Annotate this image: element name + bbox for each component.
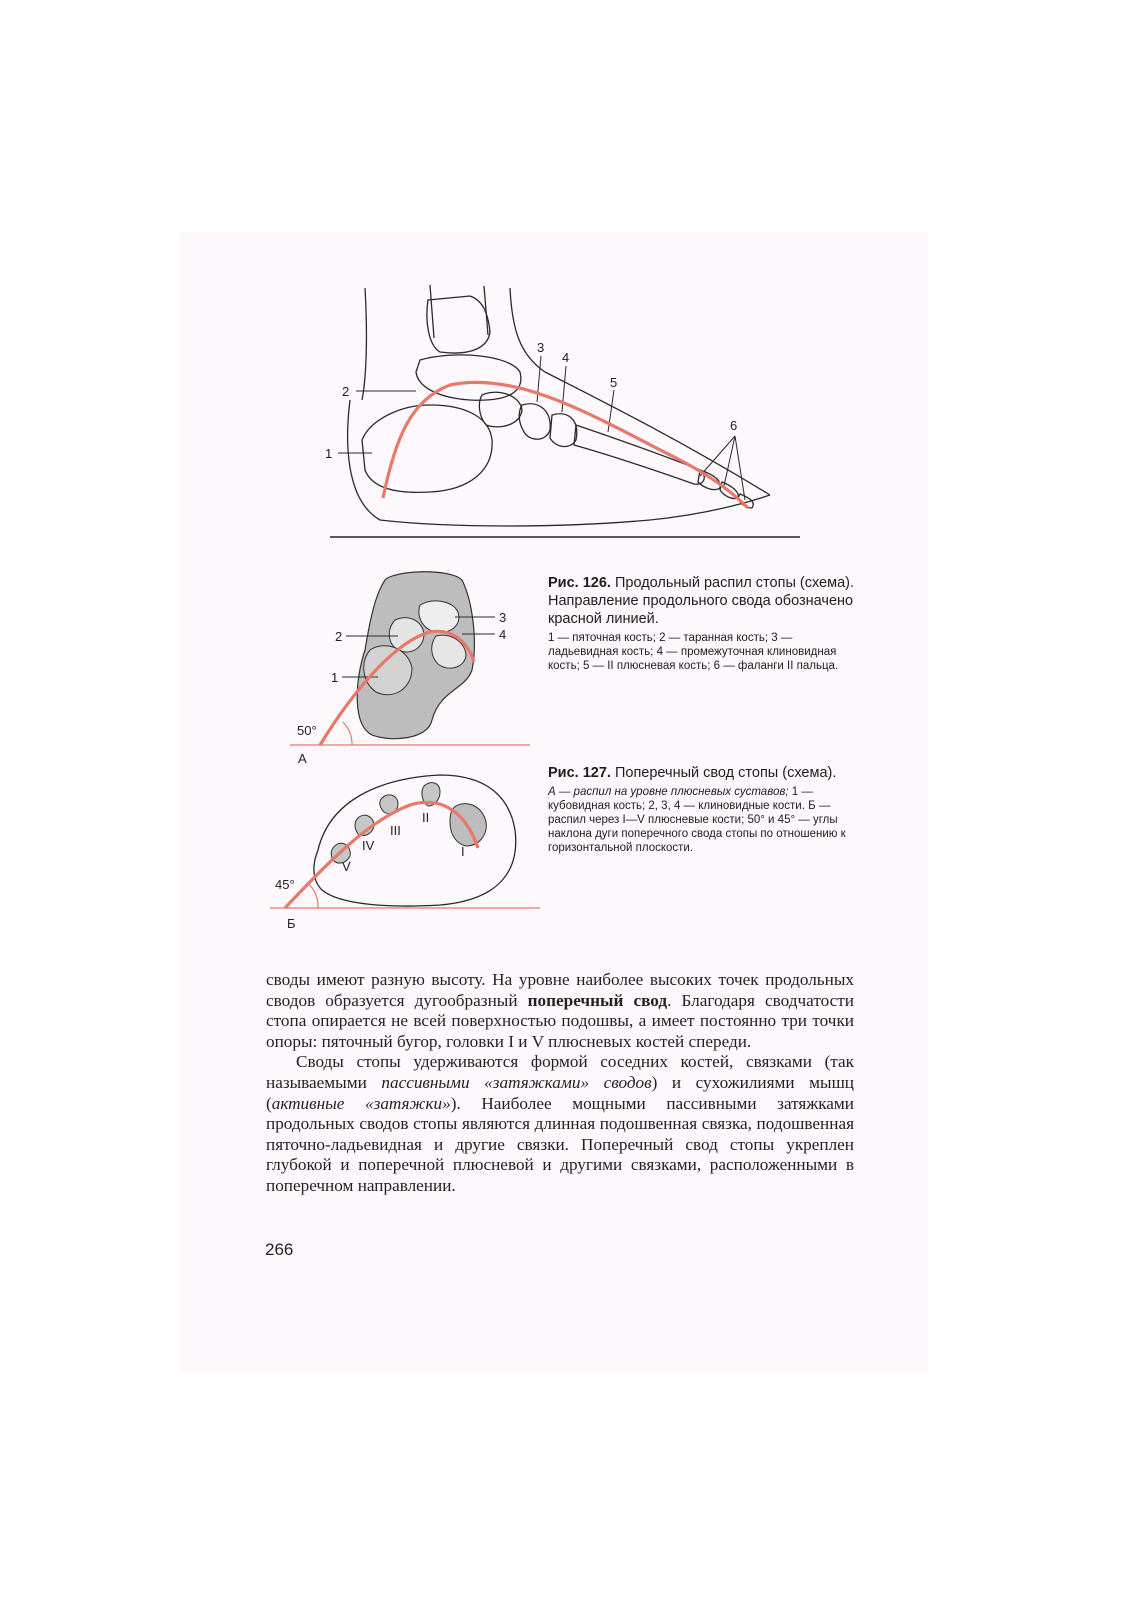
- fig127b-label-IV: IV: [362, 838, 375, 853]
- p2-italic-term-1: пассивными «затяжками» сводов: [381, 1072, 652, 1092]
- paragraph-1: [266, 970, 854, 1052]
- p2-part-a: Своды стопы удерживаются формой соседних костей, связками (так называемыми: [266, 1052, 854, 1092]
- fig127a-label-1: 1: [331, 670, 339, 685]
- figure-126-caption: [548, 574, 858, 673]
- fig127a-label-2: 2: [335, 629, 343, 644]
- fig127-legend-rest: 1 — кубовидная кость; 2, 3, 4 — клиновидные кости. Б — распил через I—V плюсневые кости; 50° и 45° — углы наклона дуги поперечного свода стопы по отношению к горизонтальной плоскости.: [548, 786, 846, 854]
- fig126-legend: 1 — пяточная кость; 2 — таранная кость; 3 — ладьевидная кость; 4 — промежуточная клиновидная кость; 5 — II плюсневая кость; 6 — фаланги II пальца.: [548, 632, 839, 672]
- fig127-legend: [548, 785, 858, 855]
- figure-127-caption: [548, 764, 858, 855]
- p1-part-b: . Благодаря сводчатости стопа опирается не всей поверхностью подошвы, а имеет постоянно три точки опоры: пяточный бугор, головки I и V плюсневых костей спереди.: [266, 990, 854, 1051]
- p2-italic-term-2: активные «затяжки»: [271, 1093, 451, 1113]
- p1-bold-term: поперечный свод: [527, 990, 668, 1010]
- p2-part-b: ) и сухожилиями мышц (: [266, 1072, 855, 1113]
- fig127a-label-3: 3: [499, 610, 507, 625]
- fig126-label-1: 1: [325, 446, 333, 461]
- page-number: 266: [265, 1240, 294, 1259]
- fig127b-label-III: III: [390, 823, 401, 838]
- fig126-label-2: 2: [342, 384, 350, 399]
- fig126-label-5: 5: [610, 375, 618, 390]
- fig127a-label-4: 4: [499, 627, 507, 642]
- fig127b-label-I: I: [461, 844, 465, 859]
- fig126-caption-text: Продольный распил стопы (схема). Направление продольного свода обозначено красной линией.: [548, 575, 855, 627]
- fig127b-letter: Б: [287, 916, 296, 931]
- fig127b-angle: 45°: [275, 877, 295, 892]
- p1-part-a: своды имеют разную высоту. На уровне наиболее высоких точек продольных сводов образуется дугообразный: [266, 970, 854, 1010]
- paragraph-2: [266, 1052, 854, 1196]
- fig126-label-3: 3: [537, 340, 545, 355]
- body-text: [266, 970, 854, 1197]
- fig126-caption-number: Рис. 126.: [548, 575, 611, 591]
- fig127a-angle: 50°: [297, 723, 317, 738]
- p2-part-c: ). Наиболее мощными пассивными затяжками продольных сводов стопы являются длинная подошвенная связка, подошвенная пяточно-ладьевидная и другие связки. Поперечный свод стопы укреплен глубокой и поперечной плюсневой и другими связками, расположенными в поперечном направлении.: [266, 1093, 855, 1195]
- fig126-label-6: 6: [730, 418, 738, 433]
- fig127b-label-II: II: [422, 810, 430, 825]
- fig127-caption-number: Рис. 127.: [548, 765, 611, 781]
- transverse-arch-line-b: [285, 802, 478, 908]
- fig127a-letter: А: [298, 751, 307, 766]
- fig126-label-4: 4: [562, 350, 570, 365]
- fig127b-label-V: V: [342, 859, 351, 874]
- fig127-legend-a: А — распил на уровне плюсневых суставов;: [548, 786, 789, 798]
- fig127-caption-text: Поперечный свод стопы (схема).: [614, 765, 837, 781]
